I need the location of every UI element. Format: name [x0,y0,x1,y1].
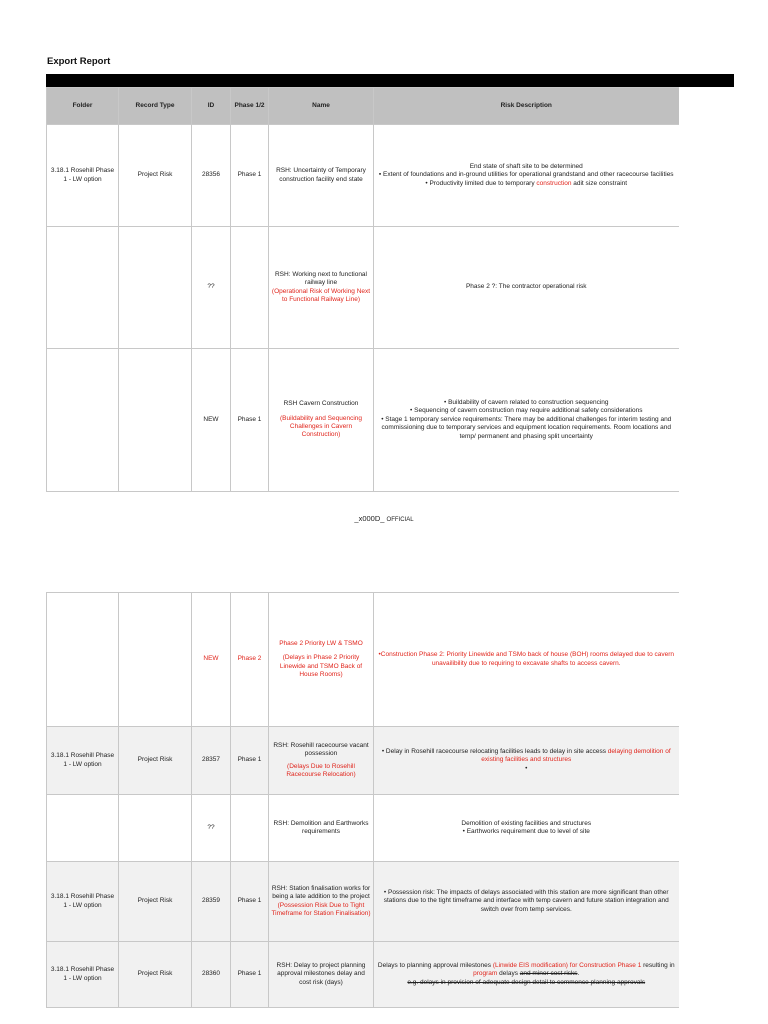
footer-code: _x000D_ [354,514,385,523]
column-header-name: Name [269,88,374,125]
cell-risk-description: •Construction Phase 2: Priority Linewide and TSMo back of house (BOH) rooms delayed due to cavern unavailibility due to requiring to excavate shafts to access cavern. [374,593,679,727]
cell-record-type [119,227,192,349]
cell-record-type [119,349,192,492]
cell-name: RSH: Rosehill racecourse vacant possession (Delays Due to Rosehill Racecourse Relocation) [269,727,374,795]
cell-id: NEW [192,593,231,727]
cell-folder [47,349,119,492]
cell-record-type: Project Risk [119,727,192,795]
cell-risk-description: Delays to planning approval milestones (Linwide EIS modification) for Construction Phase 1 resulting in program delays and minor cost risks. e.g. delays in provision of adequate design detail to commence planning approvals [374,942,679,1008]
cell-folder: 3.18.1 Rosehill Phase 1 - LW option [47,125,119,227]
cell-phase [231,227,269,349]
cell-id: 28359 [192,862,231,942]
cell-name: RSH Cavern Construction (Buildability and Sequencing Challenges in Cavern Construction) [269,349,374,492]
cell-folder [47,593,119,727]
cell-folder [47,795,119,862]
desc-line: • Productivity limited due to temporary construction adit size constraint [425,179,628,187]
cell-name: RSH: Delay to project planning approval milestones delay and cost risk (days) [269,942,374,1008]
cell-id: ?? [192,227,231,349]
cell-id: 28357 [192,727,231,795]
cell-phase: Phase 1 [231,862,269,942]
cell-risk-description: Demolition of existing facilities and structures • Earthworks requirement due to level of site [374,795,679,862]
table-row [47,349,679,492]
cell-phase: Phase 1 [231,727,269,795]
cell-folder [47,227,119,349]
cell-record-type [119,593,192,727]
column-header-risk-description: Risk Description [374,88,679,125]
table-row [47,227,679,349]
report-title: Export Report [47,56,111,67]
cell-folder: 3.18.1 Rosehill Phase 1 - LW option [47,942,119,1008]
cell-risk-description: • Buildability of cavern related to construction sequencing • Sequencing of cavern construction may require additional safety considerations • Stage 1 temporary service requirements: There may be additional challenges for interim testing and commissioning due to temporary services and equipment location requirements. Room locations and temp/ permanent and phasing split uncertainty [374,349,679,492]
table-row [47,593,679,727]
cell-id: NEW [192,349,231,492]
desc-line: ▪ Extent of foundations and in-ground utilities for operational grandstand and other racecourse facilities [378,171,674,179]
cell-record-type [119,795,192,862]
cell-risk-description: • Delay in Rosehill racecourse relocating facilities leads to delay in site access delaying demolition of existing facilities and structures • [374,727,679,795]
risk-table-page-1 [46,87,679,492]
cell-record-type: Project Risk [119,862,192,942]
cell-id: 28360 [192,942,231,1008]
column-header-phase: Phase 1/2 [231,88,269,125]
cell-name: RSH: Uncertainty of Temporary construction facility end state [269,125,374,227]
cell-name: RSH: Demolition and Earthworks requirements [269,795,374,862]
table-row [47,862,679,942]
cell-record-type: Project Risk [119,125,192,227]
cell-risk-description: • Possession risk: The impacts of delays associated with this station are more significant than other stations due to the tight timeframe and interface with temp cavern and future station integration and switch over from temp services. [374,862,679,942]
cell-phase: Phase 1 [231,125,269,227]
header-bar [46,74,734,87]
risk-table-page-2 [46,592,679,1008]
table-row [47,795,679,862]
cell-phase: Phase 1 [231,349,269,492]
cell-name: RSH: Working next to functional railway line (Operational Risk of Working Next to Functional Railway Line) [269,227,374,349]
cell-id: 28356 [192,125,231,227]
cell-risk-description: Phase 2 ?: The contractor operational risk [374,227,679,349]
cell-folder: 3.18.1 Rosehill Phase 1 - LW option [47,727,119,795]
cell-name: RSH: Station finalisation works for being a late addition to the project (Possession Risk Due to Tight Timeframe for Station Finalisation) [269,862,374,942]
desc-line: End state of shaft site to be determined [469,162,583,170]
column-header-id: ID [192,88,231,125]
cell-id: ?? [192,795,231,862]
page-footer [0,514,768,523]
cell-name: Phase 2 Priority LW & TSMO (Delays in Phase 2 Priority Linewide and TSMO Back of House Rooms) [269,593,374,727]
cell-folder: 3.18.1 Rosehill Phase 1 - LW option [47,862,119,942]
table-header-row [47,88,679,125]
table-row [47,125,679,227]
cell-phase: Phase 1 [231,942,269,1008]
cell-risk-description [374,125,679,227]
table-row [47,727,679,795]
cell-phase [231,795,269,862]
cell-record-type: Project Risk [119,942,192,1008]
column-header-folder: Folder [47,88,119,125]
footer-classification: OFFICIAL [386,517,414,523]
column-header-record-type: Record Type [119,88,192,125]
cell-phase: Phase 2 [231,593,269,727]
table-row [47,942,679,1008]
